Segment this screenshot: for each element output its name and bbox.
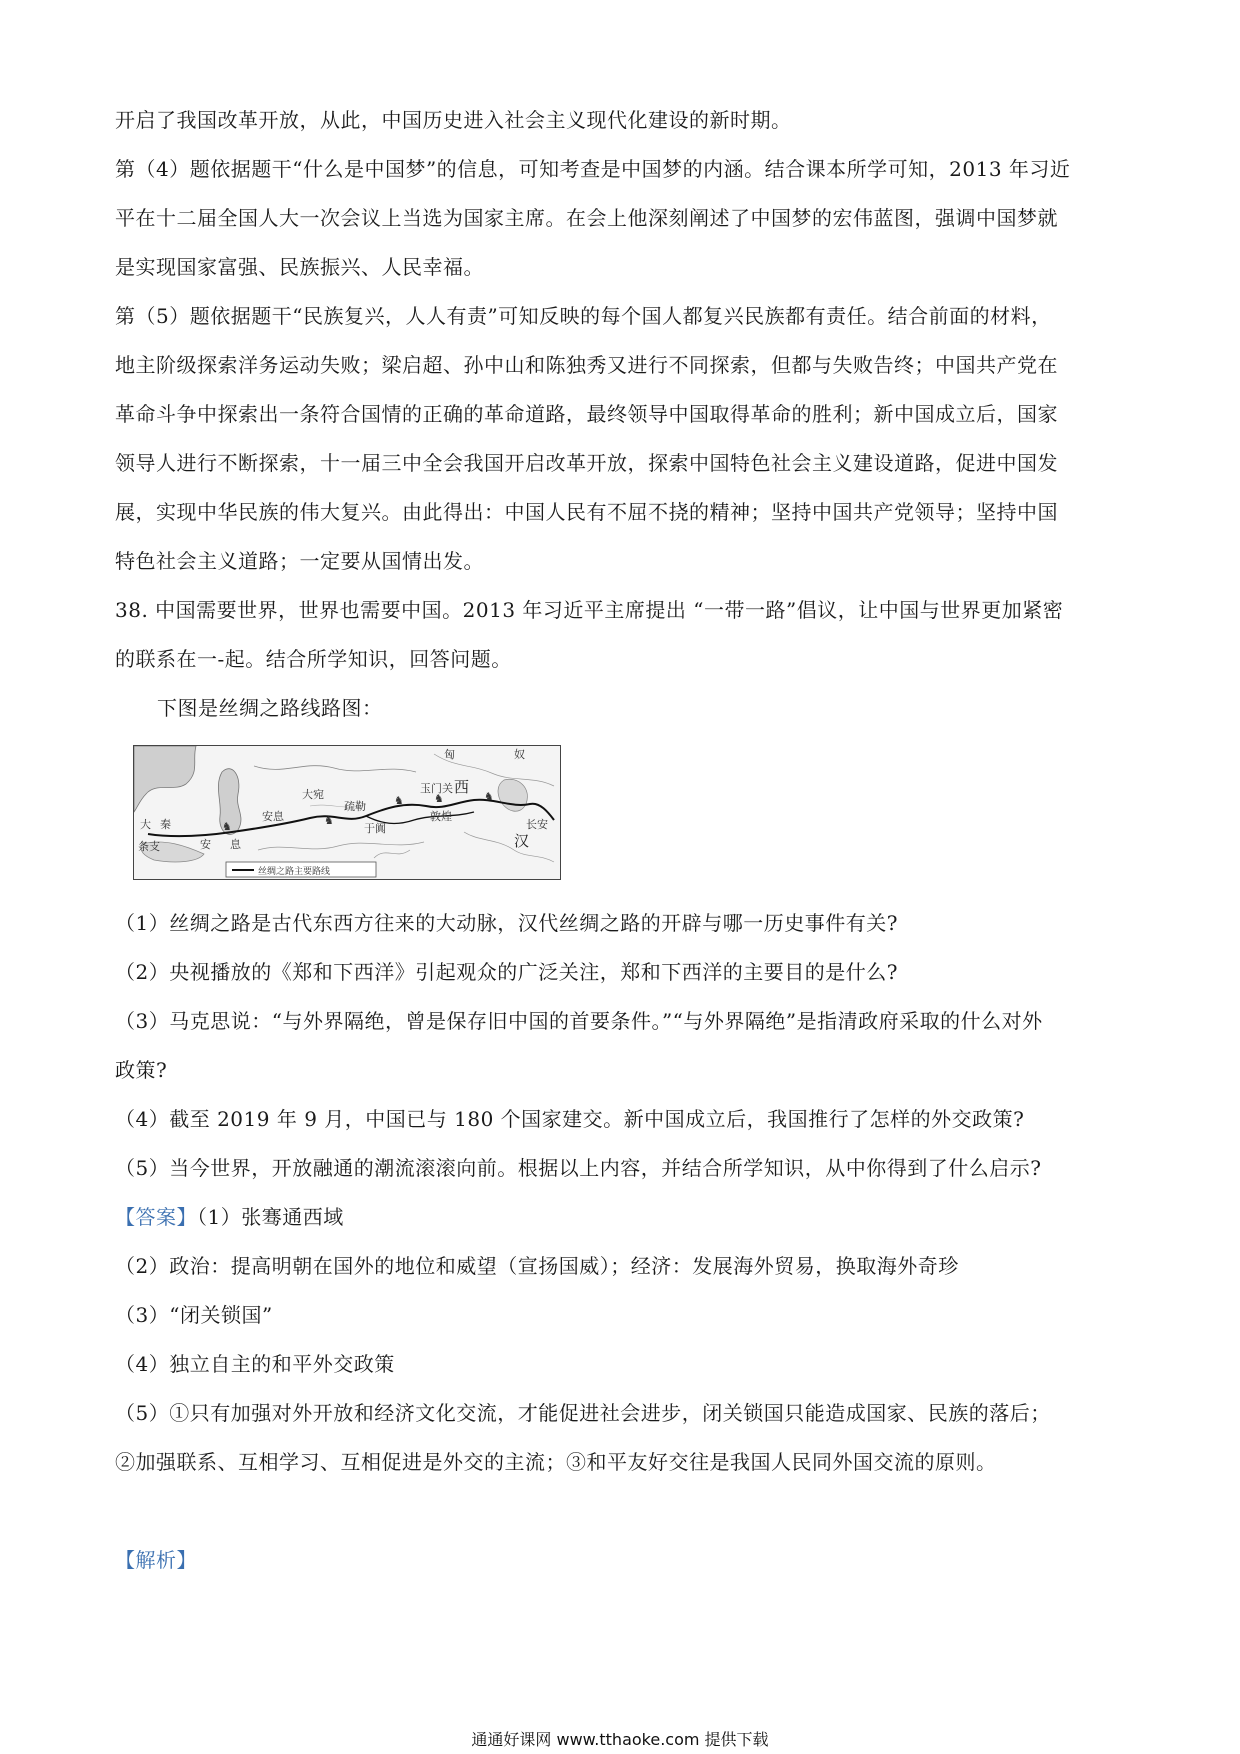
map-city-dunhuang: 敦煌	[430, 810, 452, 823]
answer-tag: 【答案】	[115, 1205, 197, 1229]
map-label-da: 大	[140, 818, 151, 831]
analysis-tag: 【解析】	[115, 1548, 197, 1572]
text-line: 特色社会主义道路；一定要从国情出发。	[115, 549, 484, 573]
map-intro: 下图是丝绸之路线路图：	[157, 696, 383, 720]
map-city-yutian: 于阗	[364, 822, 386, 835]
map-label-xiong: 匈	[444, 748, 455, 761]
text-line: 领导人进行不断探索，十一届三中全会我国开启改革开放，探索中国特色社会主义建设道路，促进中国发	[115, 451, 1058, 475]
text-line: 平在十二届全国人大一次会议上当选为国家主席。在会上他深刻阐述了中国梦的宏伟蓝图，强调中国梦就	[115, 206, 1058, 230]
silk-road-map	[133, 745, 561, 880]
text-line: 第（4）题依据题干“什么是中国梦”的信息，可知考查是中国梦的内涵。结合课本所学可知，2013 年习近	[115, 157, 1071, 181]
answer-2: （2）政治：提高明朝在国外的地位和威望（宣扬国威）；经济：发展海外贸易，换取海外奇珍	[115, 1254, 959, 1278]
map-city-shule: 疏勒	[344, 800, 366, 813]
camel-icon: ♞	[324, 814, 334, 827]
map-label-an: 安	[200, 838, 211, 851]
camel-icon: ♞	[484, 790, 494, 803]
map-label-qin: 秦	[160, 818, 171, 831]
camel-icon: ♞	[434, 792, 444, 805]
question-5: （5）当今世界，开放融通的潮流滚滚向前。根据以上内容，并结合所学知识，从中你得到了什么启示?	[115, 1156, 1042, 1180]
answer-5-cont: ②加强联系、互相学习、互相促进是外交的主流；③和平友好交往是我国人民同外国交流的原则。	[115, 1450, 997, 1474]
text-line: 展，实现中华民族的伟大复兴。由此得出：中国人民有不屈不挠的精神；坚持中国共产党领导；坚持中国	[115, 500, 1058, 524]
question-3-cont: 政策?	[115, 1058, 168, 1082]
answer-5: （5）①只有加强对外开放和经济文化交流，才能促进社会进步，闭关锁国只能造成国家、民族的落后；	[115, 1401, 1051, 1425]
question-4: （4）截至 2019 年 9 月，中国已与 180 个国家建交。新中国成立后，我国推行了怎样的外交政策?	[115, 1107, 1025, 1131]
text-line: 是实现国家富强、民族振兴、人民幸福。	[115, 255, 484, 279]
question-1: （1）丝绸之路是古代东西方往来的大动脉，汉代丝绸之路的开辟与哪一历史事件有关?	[115, 911, 898, 935]
page-footer: 通通好课网 www.tthaoke.com 提供下载	[471, 1730, 769, 1749]
answer-3: （3）“闭关锁国”	[115, 1303, 273, 1327]
map-legend-text: 丝绸之路主要路线	[258, 867, 331, 877]
map-city-dayuan: 大宛	[302, 788, 324, 801]
answer-first-line	[115, 1203, 1135, 1231]
text-line: 革命斗争中探索出一条符合国情的正确的革命道路，最终领导中国取得革命的胜利；新中国成立后，国家	[115, 402, 1058, 426]
map-label-han: 汉	[514, 832, 530, 850]
camel-icon: ♞	[222, 820, 232, 833]
text-line: 地主阶级探索洋务运动失败；梁启超、孙中山和陈独秀又进行不同探索，但都与失败告终；中国共产党在	[115, 353, 1058, 377]
map-city-changan: 长安	[526, 818, 548, 831]
map-label-xi: 西	[454, 778, 470, 796]
map-label-nu: 奴	[514, 748, 525, 761]
question-38-stem: 的联系在一-起。结合所学知识，回答问题。	[115, 647, 512, 671]
question-38-stem: 38. 中国需要世界，世界也需要中国。2013 年习近平主席提出 “一带一路”倡议，让中国与世界更加紧密	[115, 598, 1064, 622]
camel-icon: ♞	[394, 794, 404, 807]
text-line: 开启了我国改革开放，从此，中国历史进入社会主义现代化建设的新时期。	[115, 108, 792, 132]
question-2: （2）央视播放的《郑和下西洋》引起观众的广泛关注，郑和下西洋的主要目的是什么?	[115, 960, 898, 984]
map-city-tiaozhi: 条支	[138, 840, 160, 853]
text-line: 第（5）题依据题干“民族复兴，人人有责”可知反映的每个国人都复兴民族都有责任。结合前面的材料，	[115, 304, 1052, 328]
answer-4: （4）独立自主的和平外交政策	[115, 1352, 395, 1376]
map-label-xi-parthia: 息	[230, 838, 241, 851]
map-city-anxi: 安息	[262, 810, 284, 823]
silk-road-map-image	[134, 746, 560, 879]
map-city-yumenguan: 玉门关	[420, 782, 453, 795]
answer-1: （1）张骞通西域	[197, 1205, 344, 1229]
question-3: （3）马克思说：“与外界隔绝，曾是保存旧中国的首要条件。”“与外界隔绝”是指清政府采取的什么对外	[115, 1009, 1043, 1033]
